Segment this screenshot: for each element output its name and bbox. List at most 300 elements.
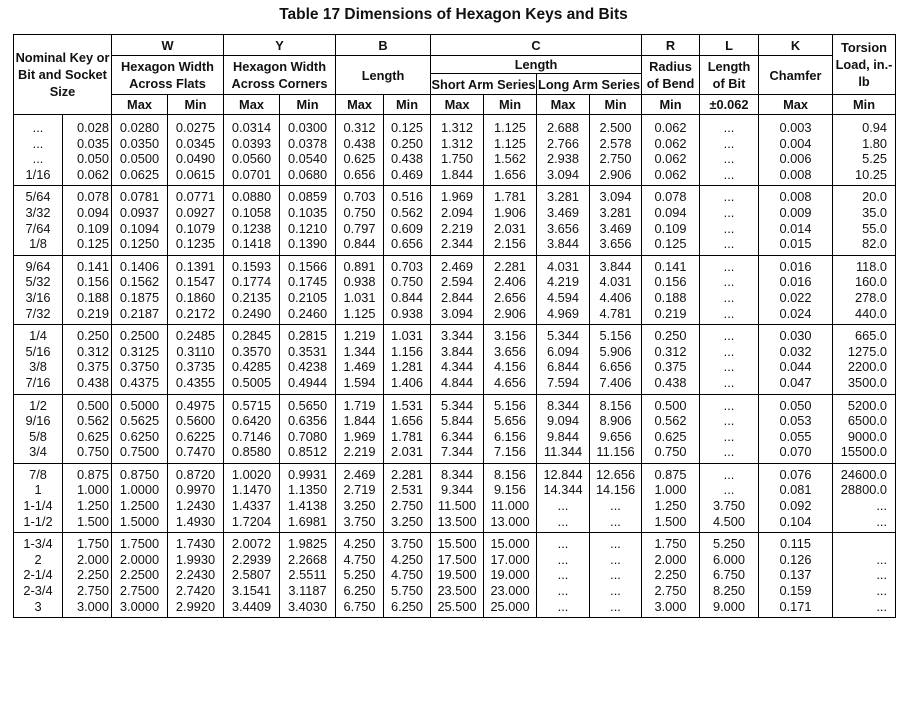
table-cell: 1.4337: [224, 498, 280, 514]
table-cell: 0.4355: [168, 375, 224, 394]
table-cell: 11.156: [590, 444, 642, 463]
table-cell: 0.312: [642, 344, 700, 360]
table-cell: 2.656: [484, 290, 537, 306]
table-cell: 0.076: [759, 463, 833, 482]
table-cell: 3.469: [590, 221, 642, 237]
radius-of-bend-header: Radius of Bend: [642, 56, 700, 95]
table-cell: 1.80: [833, 136, 896, 152]
row-group: [14, 463, 896, 532]
table-cell: 0.219: [63, 306, 112, 325]
table-row: [14, 567, 896, 583]
table-cell: 2.9920: [168, 599, 224, 618]
table-cell: 0.014: [759, 221, 833, 237]
table-row: [14, 290, 896, 306]
table-cell: ...: [700, 306, 759, 325]
table-cell: 20.0: [833, 186, 896, 205]
table-cell: ...: [700, 167, 759, 186]
table-cell: 1-1/4: [14, 498, 63, 514]
table-cell: 0.1250: [112, 236, 168, 255]
table-cell: 3.469: [537, 205, 590, 221]
table-cell: 1.562: [484, 151, 537, 167]
table-cell: 0.1562: [112, 274, 168, 290]
table-cell: 3.250: [384, 514, 431, 533]
table-cell: 0.0615: [168, 167, 224, 186]
table-cell: 0.188: [642, 290, 700, 306]
table-cell: ...: [537, 514, 590, 533]
table-cell: 12.656: [590, 463, 642, 482]
table-cell: 5.344: [537, 325, 590, 344]
table-cell: ...: [537, 552, 590, 568]
table-cell: 19.500: [431, 567, 484, 583]
table-cell: 0.3110: [168, 344, 224, 360]
table-cell: ...: [700, 274, 759, 290]
table-cell: 3.094: [590, 186, 642, 205]
length-of-bit-header: Length of Bit: [700, 56, 759, 95]
table-cell: ...: [700, 236, 759, 255]
table-cell: 0.109: [63, 221, 112, 237]
table-cell: 2: [14, 552, 63, 568]
k-header: K: [759, 35, 833, 56]
table-cell: 0.703: [384, 255, 431, 274]
table-cell: 0.9931: [280, 463, 336, 482]
table-cell: 118.0: [833, 255, 896, 274]
table-cell: 1.656: [484, 167, 537, 186]
table-cell: 17.000: [484, 552, 537, 568]
table-cell: 0.4285: [224, 359, 280, 375]
table-cell: 2.5807: [224, 567, 280, 583]
table-cell: 11.344: [537, 444, 590, 463]
table-cell: 4.156: [484, 359, 537, 375]
table-cell: 3.656: [484, 344, 537, 360]
table-cell: 7.406: [590, 375, 642, 394]
table-cell: 0.1593: [224, 255, 280, 274]
table-cell: 2.0072: [224, 533, 280, 552]
table-cell: 0.0275: [168, 115, 224, 136]
table-cell: 0.6420: [224, 413, 280, 429]
table-cell: ...: [833, 498, 896, 514]
table-cell: 4.500: [700, 514, 759, 533]
table-cell: 0.7080: [280, 429, 336, 445]
table-cell: 0.053: [759, 413, 833, 429]
table-cell: 0.500: [642, 394, 700, 413]
table-cell: 0.656: [336, 167, 384, 186]
table-cell: 3/8: [14, 359, 63, 375]
table-cell: 0.0625: [112, 167, 168, 186]
table-cell: 6.750: [700, 567, 759, 583]
table-cell: 0.125: [63, 236, 112, 255]
table-cell: 0.1547: [168, 274, 224, 290]
l-tolerance-header: ±0.062: [700, 95, 759, 115]
table-row: [14, 236, 896, 255]
table-cell: 0.0880: [224, 186, 280, 205]
table-cell: 0.1035: [280, 205, 336, 221]
table-cell: 0.500: [63, 394, 112, 413]
table-cell: 0.5650: [280, 394, 336, 413]
table-cell: 6.094: [537, 344, 590, 360]
table-cell: 0.5600: [168, 413, 224, 429]
table-cell: 2.2430: [168, 567, 224, 583]
table-cell: 1-3/4: [14, 533, 63, 552]
table-cell: 8.156: [484, 463, 537, 482]
table-cell: 0.4375: [112, 375, 168, 394]
table-cell: 1.781: [384, 429, 431, 445]
table-cell: 5.156: [590, 325, 642, 344]
table-row: [14, 186, 896, 205]
table-row: [14, 463, 896, 482]
table-cell: 0.003: [759, 115, 833, 136]
table-cell: 2.000: [63, 552, 112, 568]
long-arm-series-header: Long Arm Series: [537, 74, 642, 95]
table-cell: 9.094: [537, 413, 590, 429]
table-cell: 7/32: [14, 306, 63, 325]
table-cell: 0.1079: [168, 221, 224, 237]
table-cell: 0.0300: [280, 115, 336, 136]
table-cell: 4.781: [590, 306, 642, 325]
table-cell: 1.7204: [224, 514, 280, 533]
table-cell: 0.1235: [168, 236, 224, 255]
table-cell: 0.3531: [280, 344, 336, 360]
table-cell: 7.156: [484, 444, 537, 463]
table-cell: ...: [14, 151, 63, 167]
table-cell: 1.969: [336, 429, 384, 445]
table-cell: 0.1390: [280, 236, 336, 255]
table-cell: 17.500: [431, 552, 484, 568]
table-row: [14, 151, 896, 167]
row-group: [14, 115, 896, 186]
table-cell: 0.1566: [280, 255, 336, 274]
table-cell: 0.004: [759, 136, 833, 152]
table-cell: 3.750: [336, 514, 384, 533]
table-cell: 1.906: [484, 205, 537, 221]
table-cell: 1275.0: [833, 344, 896, 360]
table-cell: 6.750: [336, 599, 384, 618]
table-cell: 4.219: [537, 274, 590, 290]
table-row: [14, 375, 896, 394]
c-header: C: [431, 35, 642, 56]
table-cell: 3.000: [642, 599, 700, 618]
torsion-load-header: Torsion Load, in.-lb: [833, 35, 896, 95]
table-cell: 35.0: [833, 205, 896, 221]
table-cell: 2.5511: [280, 567, 336, 583]
table-cell: ...: [590, 583, 642, 599]
table-cell: 4.844: [431, 375, 484, 394]
table-cell: ...: [700, 429, 759, 445]
table-cell: 1.781: [484, 186, 537, 205]
table-cell: ...: [590, 498, 642, 514]
table-cell: 1.750: [63, 533, 112, 552]
table-cell: 13.000: [484, 514, 537, 533]
table-cell: 11.000: [484, 498, 537, 514]
width-across-flats-header: Hexagon Width Across Flats: [112, 56, 224, 95]
table-cell: 1.6981: [280, 514, 336, 533]
table-cell: 2.281: [384, 463, 431, 482]
table-cell: 0.062: [642, 151, 700, 167]
short-min-header: Min: [484, 95, 537, 115]
table-cell: ...: [833, 514, 896, 533]
table-cell: 0.126: [759, 552, 833, 568]
table-cell: 6.000: [700, 552, 759, 568]
table-cell: 0.562: [642, 413, 700, 429]
table-cell: 1.1470: [224, 482, 280, 498]
table-cell: 0.4944: [280, 375, 336, 394]
nominal-size-header: Nominal Key or Bit and Socket Size: [14, 35, 112, 115]
table-cell: 9.344: [431, 482, 484, 498]
table-cell: ...: [590, 514, 642, 533]
table-cell: 4.031: [537, 255, 590, 274]
long-min-header: Min: [590, 95, 642, 115]
table-cell: 8.344: [537, 394, 590, 413]
table-row: [14, 482, 896, 498]
table-cell: ...: [537, 567, 590, 583]
table-cell: 0.7470: [168, 444, 224, 463]
table-cell: 5.750: [384, 583, 431, 599]
table-cell: ...: [590, 599, 642, 618]
table-cell: 6.344: [431, 429, 484, 445]
table-cell: 8.906: [590, 413, 642, 429]
table-cell: 0.008: [759, 167, 833, 186]
table-cell: 0.875: [642, 463, 700, 482]
table-cell: 0.250: [642, 325, 700, 344]
table-cell: 82.0: [833, 236, 896, 255]
table-cell: 5.844: [431, 413, 484, 429]
table-cell: 0.022: [759, 290, 833, 306]
table-cell: 1.844: [431, 167, 484, 186]
table-cell: 1.312: [431, 115, 484, 136]
table-cell: 23.000: [484, 583, 537, 599]
table-cell: 9/16: [14, 413, 63, 429]
table-row: [14, 221, 896, 237]
table-cell: 4.406: [590, 290, 642, 306]
table-cell: 5/64: [14, 186, 63, 205]
table-cell: 4.969: [537, 306, 590, 325]
table-cell: 0.0701: [224, 167, 280, 186]
table-cell: 1.0020: [224, 463, 280, 482]
row-group: [14, 325, 896, 394]
table-cell: 0.250: [63, 325, 112, 344]
table-cell: 0.171: [759, 599, 833, 618]
table-cell: 160.0: [833, 274, 896, 290]
table-cell: 0.2172: [168, 306, 224, 325]
table-cell: 2.219: [431, 221, 484, 237]
table-cell: 5.250: [336, 567, 384, 583]
table-cell: 4.344: [431, 359, 484, 375]
table-cell: 8.250: [700, 583, 759, 599]
k-max-header: Max: [759, 95, 833, 115]
table-cell: 2.250: [63, 567, 112, 583]
table-cell: 1.4930: [168, 514, 224, 533]
table-cell: ...: [833, 583, 896, 599]
table-cell: 15.500: [431, 533, 484, 552]
table-cell: 0.3735: [168, 359, 224, 375]
table-cell: 2.766: [537, 136, 590, 152]
table-cell: ...: [14, 136, 63, 152]
table-cell: 0.125: [384, 115, 431, 136]
table-cell: 5/16: [14, 344, 63, 360]
table-cell: 6.250: [336, 583, 384, 599]
table-cell: 1.125: [336, 306, 384, 325]
table-cell: 23.500: [431, 583, 484, 599]
table-cell: 440.0: [833, 306, 896, 325]
hexagon-keys-table: [13, 34, 896, 618]
table-cell: ...: [700, 463, 759, 482]
w-min-header: Min: [168, 95, 224, 115]
table-cell: 2.469: [431, 255, 484, 274]
table-cell: 2.094: [431, 205, 484, 221]
table-cell: 3/16: [14, 290, 63, 306]
table-cell: 5/32: [14, 274, 63, 290]
table-cell: 3.750: [700, 498, 759, 514]
table-cell: 0.1094: [112, 221, 168, 237]
table-cell: 0.0560: [224, 151, 280, 167]
table-cell: 0.2135: [224, 290, 280, 306]
table-cell: 0.750: [642, 444, 700, 463]
table-cell: 6.656: [590, 359, 642, 375]
table-cell: 0.750: [336, 205, 384, 221]
table-cell: 2.031: [384, 444, 431, 463]
table-cell: 1.4138: [280, 498, 336, 514]
table-cell: 8.344: [431, 463, 484, 482]
table-cell: 0.156: [642, 274, 700, 290]
table-cell: 6.250: [384, 599, 431, 618]
table-cell: 9.844: [537, 429, 590, 445]
table-cell: 9.156: [484, 482, 537, 498]
table-cell: 0.219: [642, 306, 700, 325]
table-cell: 0.703: [336, 186, 384, 205]
table-cell: 7/8: [14, 463, 63, 482]
table-cell: 1.250: [63, 498, 112, 514]
table-cell: 0.115: [759, 533, 833, 552]
table-cell: 0.092: [759, 498, 833, 514]
table-cell: 15500.0: [833, 444, 896, 463]
table-cell: ...: [537, 583, 590, 599]
table-cell: 2.469: [336, 463, 384, 482]
table-cell: 0.104: [759, 514, 833, 533]
table-cell: 4.250: [384, 552, 431, 568]
table-cell: 6.844: [537, 359, 590, 375]
table-row: [14, 514, 896, 533]
table-cell: 0.438: [384, 151, 431, 167]
table-cell: 25.000: [484, 599, 537, 618]
table-cell: 5.656: [484, 413, 537, 429]
table-cell: 0.1860: [168, 290, 224, 306]
table-cell: 3.094: [537, 167, 590, 186]
table-cell: 1.000: [63, 482, 112, 498]
long-max-header: Max: [537, 95, 590, 115]
table-cell: 1.750: [642, 533, 700, 552]
table-cell: 3/32: [14, 205, 63, 221]
table-cell: 0.625: [63, 429, 112, 445]
table-cell: 2.344: [431, 236, 484, 255]
table-cell: 4.750: [384, 567, 431, 583]
table-row: [14, 533, 896, 552]
table-cell: 3.250: [336, 498, 384, 514]
table-row: [14, 552, 896, 568]
table-cell: 14.344: [537, 482, 590, 498]
table-row: [14, 498, 896, 514]
table-cell: 0.469: [384, 167, 431, 186]
table-cell: 1.531: [384, 394, 431, 413]
table-cell: 2.531: [384, 482, 431, 498]
table-cell: 0.9970: [168, 482, 224, 498]
table-cell: ...: [700, 151, 759, 167]
table-cell: 3.344: [431, 325, 484, 344]
table-cell: ...: [590, 552, 642, 568]
table-cell: ...: [700, 255, 759, 274]
table-row: [14, 205, 896, 221]
table-cell: 0.1058: [224, 205, 280, 221]
table-cell: 7/16: [14, 375, 63, 394]
table-row: [14, 344, 896, 360]
table-cell: 2.406: [484, 274, 537, 290]
short-arm-series-header: Short Arm Series: [431, 74, 537, 95]
table-cell: 1.594: [336, 375, 384, 394]
table-cell: 1.1350: [280, 482, 336, 498]
table-cell: 2.7500: [112, 583, 168, 599]
table-cell: 1.344: [336, 344, 384, 360]
table-cell: 5.156: [484, 394, 537, 413]
table-cell: 0.2460: [280, 306, 336, 325]
table-cell: 24600.0: [833, 463, 896, 482]
table-cell: 3.844: [590, 255, 642, 274]
table-cell: 9/64: [14, 255, 63, 274]
table-cell: 0.0280: [112, 115, 168, 136]
table-cell: ...: [700, 394, 759, 413]
table-cell: 1: [14, 482, 63, 498]
table-cell: 3.281: [590, 205, 642, 221]
table-cell: 3.4030: [280, 599, 336, 618]
table-cell: 0.137: [759, 567, 833, 583]
table-cell: 0.006: [759, 151, 833, 167]
y-min-header: Min: [280, 95, 336, 115]
table-cell: 2.0000: [112, 552, 168, 568]
table-cell: 0.0937: [112, 205, 168, 221]
table-cell: 2.906: [590, 167, 642, 186]
table-cell: 0.2105: [280, 290, 336, 306]
table-cell: 1.750: [431, 151, 484, 167]
table-cell: 1.250: [642, 498, 700, 514]
y-max-header: Max: [224, 95, 280, 115]
table-cell: 0.094: [642, 205, 700, 221]
table-cell: 3.844: [431, 344, 484, 360]
table-cell: 4.750: [336, 552, 384, 568]
table-cell: ...: [700, 444, 759, 463]
table-cell: 3.1187: [280, 583, 336, 599]
table-cell: 0.750: [63, 444, 112, 463]
table-cell: 25.500: [431, 599, 484, 618]
table-cell: 9.656: [590, 429, 642, 445]
table-cell: 0.094: [63, 205, 112, 221]
table-cell: 3/4: [14, 444, 63, 463]
table-cell: 2.2939: [224, 552, 280, 568]
table-cell: 3.0000: [112, 599, 168, 618]
table-cell: 0.94: [833, 115, 896, 136]
table-cell: 0.0378: [280, 136, 336, 152]
table-row: [14, 255, 896, 274]
table-cell: ...: [590, 533, 642, 552]
table-cell: 0.047: [759, 375, 833, 394]
table-cell: 3.000: [63, 599, 112, 618]
table-cell: 0.035: [63, 136, 112, 152]
table-cell: 0.438: [642, 375, 700, 394]
table-cell: 1.281: [384, 359, 431, 375]
table-cell: 0.1875: [112, 290, 168, 306]
table-row: [14, 599, 896, 618]
table-cell: 3.094: [431, 306, 484, 325]
table-cell: 8.156: [590, 394, 642, 413]
y-header: Y: [224, 35, 336, 56]
table-cell: 2.500: [590, 115, 642, 136]
table-cell: 6.156: [484, 429, 537, 445]
